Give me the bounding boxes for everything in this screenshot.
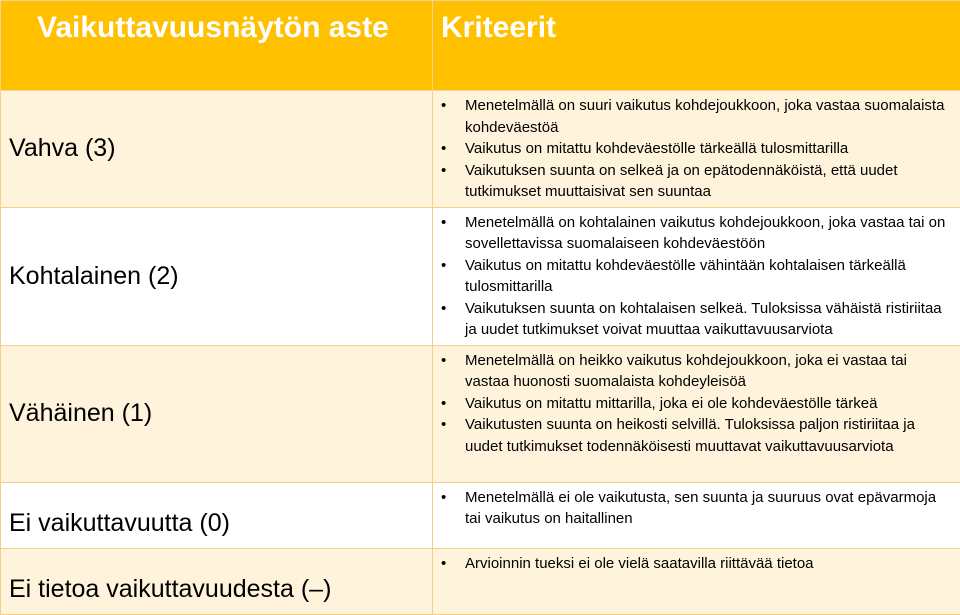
bullet-icon: • — [441, 212, 446, 234]
criteria-item — [439, 393, 946, 415]
bullet-icon: • — [441, 350, 446, 372]
criteria-item — [439, 487, 946, 530]
criteria-text: Vaikutus on mitattu mittarilla, joka ei ole kohdeväestölle tärkeä — [465, 395, 877, 412]
bullet-icon: • — [441, 393, 446, 415]
criteria-text: Vaikutus on mitattu kohdeväestölle tärkeällä tulosmittarilla — [465, 140, 848, 157]
criteria-cell — [433, 345, 960, 482]
criteria-text: Menetelmällä on suuri vaikutus kohdejoukkoon, joka vastaa suomalaista kohdeväestöä — [465, 97, 944, 136]
level-cell: Vahva (3) — [1, 91, 433, 208]
table-row — [1, 548, 960, 614]
criteria-text: Menetelmällä on kohtalainen vaikutus kohdejoukkoon, joka vastaa tai on sovellettavissa suomalaiseen kohdeväestöön — [465, 214, 945, 253]
criteria-text: Vaikutuksen suunta on selkeä ja on epätodennäköistä, että uudet tutkimukset muuttaisivat sen suuntaa — [465, 162, 898, 201]
level-cell: Vähäinen (1) — [1, 345, 433, 482]
criteria-text: Menetelmällä ei ole vaikutusta, sen suunta ja suuruus ovat epävarmoja tai vaikutus on haitallinen — [465, 489, 936, 528]
level-cell: Kohtalainen (2) — [1, 207, 433, 345]
header-row — [1, 1, 960, 91]
criteria-list — [439, 553, 946, 575]
table-row — [1, 91, 960, 208]
criteria-text: Vaikutusten suunta on heikosti selvillä. Tuloksissa paljon ristiriitaa ja uudet tutkimukset todennäköisesti muuttavat vaikuttavuusarviota — [465, 416, 915, 455]
criteria-list — [439, 350, 946, 458]
bullet-icon: • — [441, 298, 446, 320]
criteria-text: Menetelmällä on heikko vaikutus kohdejoukkoon, joka ei vastaa tai vastaa huonosti suomalaista kohdeyleisöä — [465, 352, 907, 391]
criteria-list — [439, 487, 946, 530]
header-criteria: Kriteerit — [433, 1, 960, 91]
criteria-text: Vaikutuksen suunta on kohtalaisen selkeä. Tuloksissa vähäistä ristiriitaa ja uudet tutkimukset voivat muuttaa vaikuttavuusarviota — [465, 300, 942, 339]
level-cell: Ei tietoa vaikuttavuudesta (–) — [1, 548, 433, 614]
criteria-item — [439, 553, 946, 575]
criteria-item — [439, 138, 946, 160]
criteria-item — [439, 160, 946, 203]
criteria-item — [439, 350, 946, 393]
bullet-icon: • — [441, 553, 446, 575]
criteria-cell — [433, 482, 960, 548]
level-cell: Ei vaikuttavuutta (0) — [1, 482, 433, 548]
criteria-item — [439, 95, 946, 138]
criteria-cell — [433, 91, 960, 208]
bullet-icon: • — [441, 487, 446, 509]
criteria-cell — [433, 548, 960, 614]
criteria-cell — [433, 207, 960, 345]
criteria-list — [439, 212, 946, 341]
bullet-icon: • — [441, 95, 446, 117]
criteria-list — [439, 95, 946, 203]
criteria-item — [439, 212, 946, 255]
table-row — [1, 482, 960, 548]
bullet-icon: • — [441, 138, 446, 160]
criteria-text: Arvioinnin tueksi ei ole vielä saatavilla riittävää tietoa — [465, 555, 814, 572]
criteria-item — [439, 255, 946, 298]
bullet-icon: • — [441, 255, 446, 277]
bullet-icon: • — [441, 414, 446, 436]
table-row — [1, 207, 960, 345]
criteria-item — [439, 414, 946, 457]
table-row — [1, 345, 960, 482]
bullet-icon: • — [441, 160, 446, 182]
criteria-text: Vaikutus on mitattu kohdeväestölle vähintään kohtalaisen tärkeällä tulosmittarilla — [465, 257, 906, 296]
criteria-item — [439, 298, 946, 341]
header-level: Vaikuttavuusnäytön aste — [1, 1, 433, 91]
